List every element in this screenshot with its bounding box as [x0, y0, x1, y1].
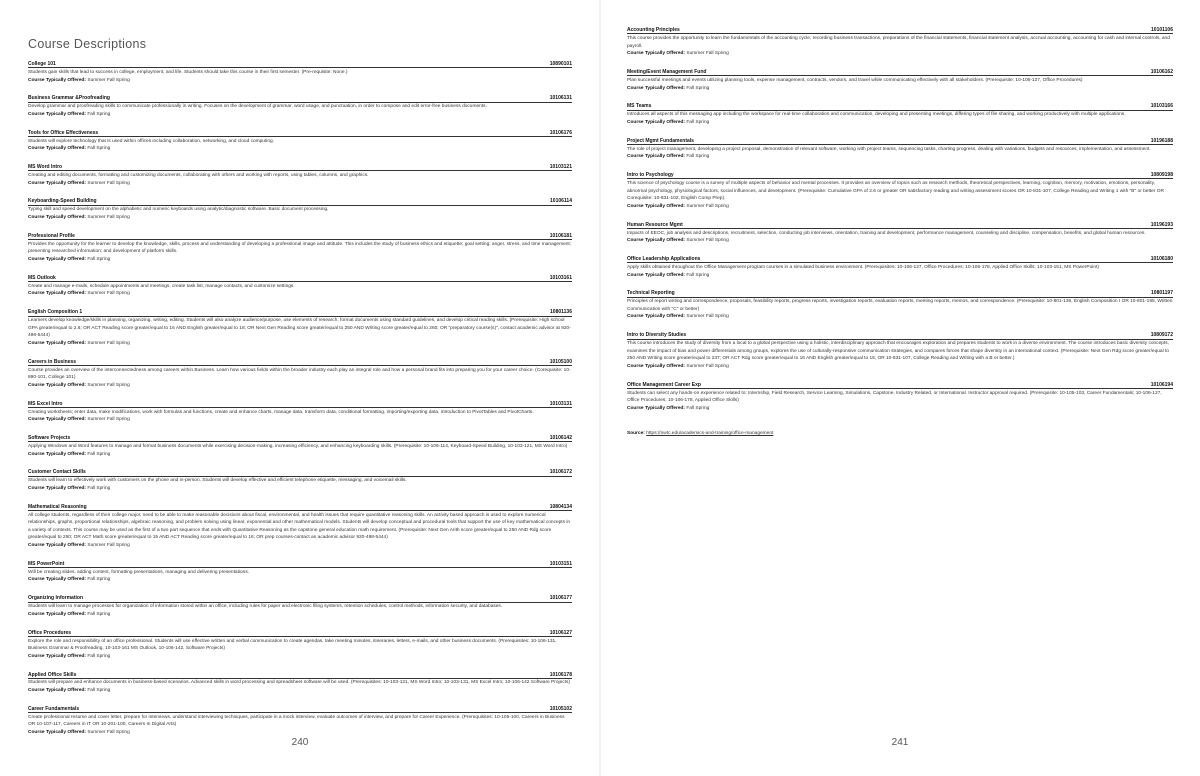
course-entry — [627, 382, 1173, 413]
course-offered — [28, 214, 572, 222]
offered-terms: Summer Fall Spring — [686, 51, 729, 57]
course-name: Software Projects — [28, 434, 71, 441]
course-description: Students will learn to manage processes for organization of information stored within an office, including rules for paper and electronic filing systems, retention schedules, control methods, information security, and databases. — [28, 604, 503, 610]
offered-label: Course Typically Offered: — [28, 111, 87, 117]
course-list — [28, 61, 572, 748]
course-description: Applying Windows and Word features to manage and format business documents while exercising decision-making, increasing efficiency, and enhancing keyboarding skills. (Prerequisite: 10-106-114, Keyboard-Speed Building, 10-103-121, MS Word Intro) — [28, 443, 568, 449]
course-description: Plan successful meetings and events utilizing planning tools, expense management, contracts, vendors, and travel while communicating effectively with all stakeholders. (Prerequisite: 10-106-127, Office Procedures) — [627, 77, 1083, 83]
offered-terms: Summer Fall Spring — [87, 77, 130, 83]
course-offered — [28, 485, 572, 493]
course-entry — [28, 198, 572, 221]
course-header — [28, 561, 572, 568]
course-code: 10103121 — [549, 164, 572, 171]
course-code: 10106172 — [549, 469, 572, 476]
offered-terms: Fall Spring — [686, 154, 710, 160]
course-name: Office Procedures — [28, 629, 72, 636]
course-entry — [28, 504, 572, 550]
offered-label: Course Typically Offered: — [28, 77, 87, 83]
course-name: Office Management Career Exp — [627, 381, 701, 388]
offered-terms: Fall Spring — [87, 451, 111, 457]
course-entry — [28, 561, 572, 584]
source-label: Source: — [627, 430, 645, 436]
course-header — [28, 504, 572, 511]
course-offered — [627, 50, 1173, 58]
course-name: Keyboarding-Speed Building — [28, 198, 97, 205]
offered-label: Course Typically Offered: — [627, 85, 686, 91]
offered-terms: Summer Fall Spring — [87, 730, 130, 736]
offered-label: Course Typically Offered: — [627, 314, 686, 320]
course-header — [627, 27, 1173, 34]
course-name: Applied Office Skills — [28, 671, 77, 678]
course-header — [28, 130, 572, 137]
course-name: Intro to Psychology — [627, 172, 674, 179]
offered-label: Course Typically Offered: — [627, 154, 686, 160]
course-entry — [627, 103, 1173, 126]
offered-label: Course Typically Offered: — [28, 256, 87, 262]
course-entry — [28, 233, 572, 264]
course-description: Learners develop knowledge/skills in planning, organizing, writing, editing. Students will also analyze audience/purpose, use elements of research, format documents using standard guidelines, and develop critical reading skills. (Prerequisite: High school GPA greater/equal to 2.6; OR ACT Reading score greater/equal to 16 AND English greater/equal to 18; OR Next Gen Reading score greater/equal to 250 AND Writing score greater/equal to 260; OR "preparatory course(s)", contact academic advisor at 920-498-5444) — [28, 318, 571, 339]
offered-terms: Fall Spring — [87, 111, 111, 117]
course-name: Meeting/Event Management Fund — [627, 68, 707, 75]
course-code: 10809198 — [1150, 172, 1173, 179]
offered-terms: Summer Fall Spring — [686, 364, 729, 370]
course-description: Create professional resume and cover letter, prepare for interviews, understand interviewing techniques, participate in a mock interview, evaluate outcomes of interview, and prepare for Career Experience. (Prerequisites: 10-105-100, Careers in Business OR 10-107-117, Careers in IT OR 10-201-100, Careers In Digital Arts) — [28, 714, 565, 728]
course-entry — [627, 290, 1173, 321]
course-code: 10106178 — [549, 671, 572, 678]
course-offered — [28, 729, 572, 737]
course-header — [627, 222, 1173, 229]
course-entry — [28, 706, 572, 737]
course-code: 10103151 — [549, 560, 572, 567]
course-offered — [28, 576, 572, 584]
course-header — [627, 332, 1173, 339]
offered-terms: Summer Fall Spring — [87, 382, 130, 388]
course-entry — [28, 95, 572, 118]
course-entry — [28, 595, 572, 618]
course-offered — [627, 85, 1173, 93]
offered-label: Course Typically Offered: — [28, 215, 87, 221]
offered-label: Course Typically Offered: — [28, 688, 87, 694]
course-entry — [28, 435, 572, 458]
course-description: Develop grammar and proofreading skills to communicate professionally in writing. Focuses on the development of grammar, word usage, and punctuation, in order to compose and edit error-free business documents. — [28, 104, 487, 110]
offered-terms: Fall Spring — [87, 653, 111, 659]
course-name: Technical Reporting — [627, 290, 675, 297]
course-name: Mathematical Reasoning — [28, 503, 87, 510]
course-entry — [28, 672, 572, 695]
course-entry — [627, 27, 1173, 58]
offered-label: Course Typically Offered: — [28, 451, 87, 457]
course-name: Intro to Diversity Studies — [627, 332, 687, 339]
course-name: Project Mgmt Fundamentals — [627, 137, 694, 144]
course-offered — [627, 203, 1173, 211]
course-name: Careers in Business — [28, 358, 77, 365]
course-description: All college students, regardless of their college major, need to be able to make reasonable decisions about fiscal, environmental, and health issues that require quantitative reasoning skills. An activity based approach is used to explore numerical relationships, graphs, proportional relationships, algebraic reasoning, and problem solving using linear, exponential and other mathematical models. Students will develop conceptual and procedural tools that support the use of key mathematical concepts in a variety of contexts. This course may be used as the first of a two part sequence that ends with Quantitative Reasoning as the capstone general education math requirement. (Prerequisite: Next Gen Arith score greater/equal to 250 AND Rdg score greater/equal to 250; OR ACT Math score greater/equal to 15 AND ACT Reading score greater/equal to 16; OR prep courses-contact an academic advisor 920-498-5444) — [28, 512, 571, 541]
course-description: Students will explore technology that is used within offices including collaboration, networking, and cloud computing. — [28, 138, 275, 144]
offered-terms: Fall Spring — [87, 256, 111, 262]
course-entry — [28, 359, 572, 390]
offered-label: Course Typically Offered: — [627, 405, 686, 411]
course-entry — [28, 275, 572, 298]
course-header — [28, 164, 572, 171]
page-title: Course Descriptions — [28, 37, 147, 51]
course-entry — [28, 469, 572, 492]
course-code: 10106194 — [1150, 381, 1173, 388]
course-code: 10804134 — [549, 503, 572, 510]
course-header — [28, 401, 572, 408]
offered-terms: Summer Fall Spring — [87, 543, 130, 549]
offered-terms: Summer Fall Spring — [87, 291, 130, 297]
source-line — [627, 430, 1173, 437]
course-header — [627, 382, 1173, 389]
course-name: MS Excel Intro — [28, 400, 63, 407]
offered-terms: Summer Fall Spring — [87, 340, 130, 346]
course-header — [28, 672, 572, 679]
course-code: 10106131 — [549, 95, 572, 102]
course-description: Introduces all aspects of this messaging app including the workspace for real-time collaboration and communication, developing and presenting meetings, differing types of file sharing, and working productively with multiple applications. — [627, 112, 1126, 118]
course-description: Create and manage e-mails, schedule appointments and meetings, create task list, manage contacts, and customize settings. — [28, 283, 295, 289]
course-header — [28, 435, 572, 442]
course-header — [28, 95, 572, 102]
course-code: 10103161 — [549, 274, 572, 281]
course-offered — [28, 111, 572, 119]
course-header — [28, 706, 572, 713]
course-code: 10101106 — [1151, 27, 1173, 33]
course-header — [28, 198, 572, 205]
course-name: Human Resource Mgmt — [627, 221, 683, 228]
course-code: 10801136 — [550, 309, 572, 316]
course-entry — [627, 222, 1173, 245]
page-number: 241 — [891, 737, 909, 748]
course-offered — [28, 256, 572, 264]
course-entry — [627, 332, 1173, 370]
offered-label: Course Typically Offered: — [28, 180, 87, 186]
offered-terms: Fall Spring — [686, 85, 710, 91]
offered-label: Course Typically Offered: — [627, 119, 686, 125]
course-header — [627, 172, 1173, 179]
source-link[interactable]: https://nwtc.edu/academics-and-training/office-management — [646, 430, 774, 436]
course-header — [627, 69, 1173, 76]
course-code: 10106181 — [549, 232, 572, 239]
course-entry — [28, 61, 572, 84]
course-entry — [28, 630, 572, 661]
course-list — [627, 27, 1173, 437]
offered-terms: Summer Fall Spring — [87, 215, 130, 221]
course-code: 10801197 — [1151, 290, 1173, 297]
course-code: 10105102 — [549, 705, 572, 712]
course-offered — [627, 363, 1173, 371]
course-description: This course provides the opportunity to learn the fundamentals of the accounting cycle, recording business transactions, preparations of the financial statements, financial statement analysis, accrual accounting, accounting for cash and internal controls, and payroll. — [627, 35, 1170, 49]
offered-terms: Summer Fall Spring — [686, 314, 729, 320]
course-description: Provides the opportunity for the learner to develop the knowledge, skills, process and understanding of developing a professional image and attitude. This includes the study of business ethics and etiquette; goal setting; anger, stress, and time management; presenting researched information; and development of platform skills. — [28, 241, 572, 255]
course-header — [28, 61, 572, 68]
course-code: 10196188 — [1150, 137, 1173, 144]
course-entry — [627, 69, 1173, 92]
offered-label: Course Typically Offered: — [28, 291, 87, 297]
course-description: Apply skills obtained throughout the Office Management program courses in a simulated business environment. (Prerequisites: 10-106-127, Office Procedures; 10-106-178, Applied Office Skills; 10-103-151, MS PowerPoint) — [627, 264, 1099, 270]
course-code: 10106180 — [1150, 255, 1173, 262]
offered-label: Course Typically Offered: — [28, 382, 87, 388]
course-description: This science of psychology course is a survey of multiple aspects of behavior and mental processes. It provides an overview of topics such as research methods, theoretical perspectives, learning, cognition, memory, motivation, emotions, personality, abnormal psychology, physiological factors, social influences, and development. (Prerequisite: Cumulative GPA of 2.6 or greater OR satisfactory reading and writing assessment scores OR 10-831-107, College Reading and Writing 1 with "B" or better OR Corequisite: 10-831-102, English Comp Prep). — [627, 181, 1164, 202]
offered-label: Course Typically Offered: — [28, 730, 87, 736]
course-name: English Composition 1 — [28, 309, 83, 316]
course-description: Students will learn to effectively work with customers on the phone and in-person. Students will develop effective and efficient telephone etiquette, messaging, and voicemail skills. — [28, 478, 407, 484]
offered-label: Course Typically Offered: — [627, 238, 686, 244]
course-header — [28, 469, 572, 476]
course-description: Will be creating slides, adding content, formatting presentations, managing and delivering presentations. — [28, 569, 250, 575]
offered-terms: Summer Fall Spring — [87, 180, 130, 186]
offered-label: Course Typically Offered: — [28, 543, 87, 549]
offered-label: Course Typically Offered: — [28, 417, 87, 423]
offered-terms: Fall Spring — [686, 119, 710, 125]
course-header — [627, 290, 1173, 297]
course-description: The role of project management, developing a project proposal, demonstration of relevant software, working with project teams, sequencing tasks, charting progress, dealing with variations, budgets and resources, implementation, and assessment. — [627, 146, 1151, 152]
offered-terms: Fall Spring — [87, 577, 111, 583]
course-header — [627, 103, 1173, 110]
course-description: Creating worksheets; enter data, make modifications, work with formulas and functions, create and enhance charts, manage data, transform data, conditional formatting, importing/exporting data, introduction to PivotTables and PivotCharts. — [28, 409, 534, 415]
course-name: College 101 — [28, 61, 56, 67]
offered-terms: Summer Fall Spring — [87, 417, 130, 423]
course-description: Principles of report writing and correspondence, proposals, feasibility reports, progress reports, investigation reports, evaluation reports, meeting reports, memos, and correspondence. (Prerequisite: 10-801-136, English Composition I OR 10-801-195, Written Communication with "C" or better) — [627, 299, 1173, 312]
course-header — [28, 309, 572, 316]
course-offered — [627, 272, 1173, 280]
course-description: Typing skill and speed development on the alphabetic and numeric keyboards using analytic/diagnostic software. Basic document processing. — [28, 207, 329, 213]
course-name: Professional Profile — [28, 232, 75, 239]
course-name: Tools for Office Effectiveness — [28, 129, 99, 136]
course-description: Students can select any hands-on experience related to: Internship, Field Research, Service Learning, Simulations, Capstone, Industry Related, or International. Instructor approval required. (Prerequisite: 10-105-103, Career Fundamentals; 10-106-127, Office Procedures; 10-106-178, Applied Office Skills) — [627, 390, 1162, 404]
course-entry — [627, 138, 1173, 161]
offered-terms: Summer Fall Spring — [686, 238, 729, 244]
offered-terms: Fall Spring — [87, 146, 111, 152]
right-page — [600, 0, 1200, 776]
course-offered — [28, 611, 572, 619]
course-entry — [28, 309, 572, 347]
course-entry — [28, 130, 572, 153]
course-name: Accounting Principles — [627, 27, 680, 33]
course-description: This course introduces the study of diversity from a local to a global perspective using a holistic, interdisciplinary approach that encourages exploration and prepares students to work in a diverse environment. The course introduces basic diversity concepts, examines the impact of bias and power differentials among groups, explores the use of culturally-responsive communication strategies, and compares forces that shape diversity in an international context. (Prerequisite: Next Gen Rdg score greater/equal to 250 AND Writing score greater/equal to 237; OR ACT Rdg score greater/equal to 16 AND English greater/equal to 15; OR 10-831-107, College Reading and Writing with a B or better.) — [627, 341, 1169, 362]
course-header — [28, 630, 572, 637]
offered-label: Course Typically Offered: — [28, 611, 87, 617]
course-name: Customer Contact Skills — [28, 469, 86, 476]
course-offered — [627, 237, 1173, 245]
course-name: MS Word Intro — [28, 164, 63, 171]
offered-label: Course Typically Offered: — [627, 203, 686, 209]
course-offered — [28, 77, 572, 85]
course-description: Impacts of EEOC, job analysis and descriptions, recruitment, selection, conducting job interviews, orientation, training and development, performance management, counseling and discipline, compensation, benefits, and global human resources. — [627, 230, 1146, 236]
course-offered — [28, 340, 572, 348]
offered-label: Course Typically Offered: — [28, 340, 87, 346]
course-header — [627, 256, 1173, 263]
course-description: Students will prepare and enhance documents in business-based scenarios. Advanced skills in word processing and spreadsheet software will be used. (Prerequisites: 10-103-121, MS Word Intro; 10-103-131, MS Excel Intro; 10-106-142 Software Projects) — [28, 680, 570, 686]
course-code: 10106162 — [1150, 68, 1173, 75]
course-name: MS PowerPoint — [28, 560, 65, 567]
course-offered — [627, 313, 1173, 321]
course-code: 10196193 — [1150, 221, 1173, 228]
course-offered — [28, 542, 572, 550]
course-code: 10106142 — [549, 434, 572, 441]
course-code: 10106177 — [549, 595, 572, 602]
course-offered — [28, 653, 572, 661]
course-name: Office Leadership Applications — [627, 255, 701, 262]
course-description: Creating and editing documents, formatting and customizing documents, collaborating with others and working with reports, using tables, columns, and graphics. — [28, 173, 369, 179]
course-code: 10106127 — [549, 629, 572, 636]
offered-label: Course Typically Offered: — [28, 485, 87, 491]
course-header — [28, 595, 572, 602]
course-offered — [28, 290, 572, 298]
course-header — [28, 233, 572, 240]
offered-terms: Fall Spring — [686, 272, 710, 278]
offered-terms: Fall Spring — [87, 611, 111, 617]
course-entry — [28, 401, 572, 424]
course-code: 10809172 — [1150, 332, 1173, 339]
course-entry — [28, 164, 572, 187]
course-offered — [627, 153, 1173, 161]
page-number: 240 — [291, 737, 309, 748]
course-header — [627, 138, 1173, 145]
course-offered — [28, 180, 572, 188]
offered-terms: Fall Spring — [87, 688, 111, 694]
course-offered — [28, 382, 572, 390]
offered-label: Course Typically Offered: — [627, 51, 686, 57]
course-code: 10890101 — [549, 61, 572, 67]
offered-label: Course Typically Offered: — [28, 653, 87, 659]
offered-terms: Fall Spring — [686, 405, 710, 411]
course-offered — [627, 119, 1173, 127]
course-offered — [28, 416, 572, 424]
course-offered — [28, 145, 572, 153]
course-description: Course provides an overview of the interconnectedness among careers within Business. Learn how various fields within the broader industry each play an integral role and how a personal brand fits into preparing you for your career choice. (Corequisite: 10-890-101, College 101) — [28, 367, 571, 381]
course-offered — [28, 687, 572, 695]
course-description: Students gain skills that lead to success in college, employment, and life. Students should take this course in their first semester. (Pre-requisite: None.) — [28, 69, 348, 75]
course-entry — [627, 256, 1173, 279]
course-name: MS Teams — [627, 103, 652, 110]
offered-label: Course Typically Offered: — [627, 364, 686, 370]
course-description: Explore the role and responsibility of an office professional. Students will use effective written and verbal communication to create agendas, take meeting minutes, itineraries, letters, e-mails, and other business documents. (Prerequisites: 10-106-131, Business Grammar & Proofreading, 10-103-161 MS Outlook, 10-106-142, Software Projects) — [28, 638, 557, 652]
course-code: 10103166 — [1150, 103, 1173, 110]
offered-label: Course Typically Offered: — [28, 577, 87, 583]
offered-label: Course Typically Offered: — [627, 272, 686, 278]
course-offered — [627, 405, 1173, 413]
course-name: MS Outlook — [28, 274, 56, 281]
course-code: 10105100 — [549, 358, 572, 365]
course-name: Business Grammar &Proofreading — [28, 95, 110, 102]
course-offered — [28, 451, 572, 459]
course-entry — [627, 172, 1173, 210]
offered-terms: Summer Fall Spring — [686, 203, 729, 209]
course-name: Organizing Information — [28, 595, 83, 602]
offered-terms: Fall Spring — [87, 485, 111, 491]
course-code: 10106176 — [549, 129, 572, 136]
offered-label: Course Typically Offered: — [28, 146, 87, 152]
course-code: 10106114 — [550, 198, 572, 205]
course-header — [28, 275, 572, 282]
course-code: 10103131 — [549, 400, 572, 407]
course-name: Career Fundamentals — [28, 705, 80, 712]
course-header — [28, 359, 572, 366]
